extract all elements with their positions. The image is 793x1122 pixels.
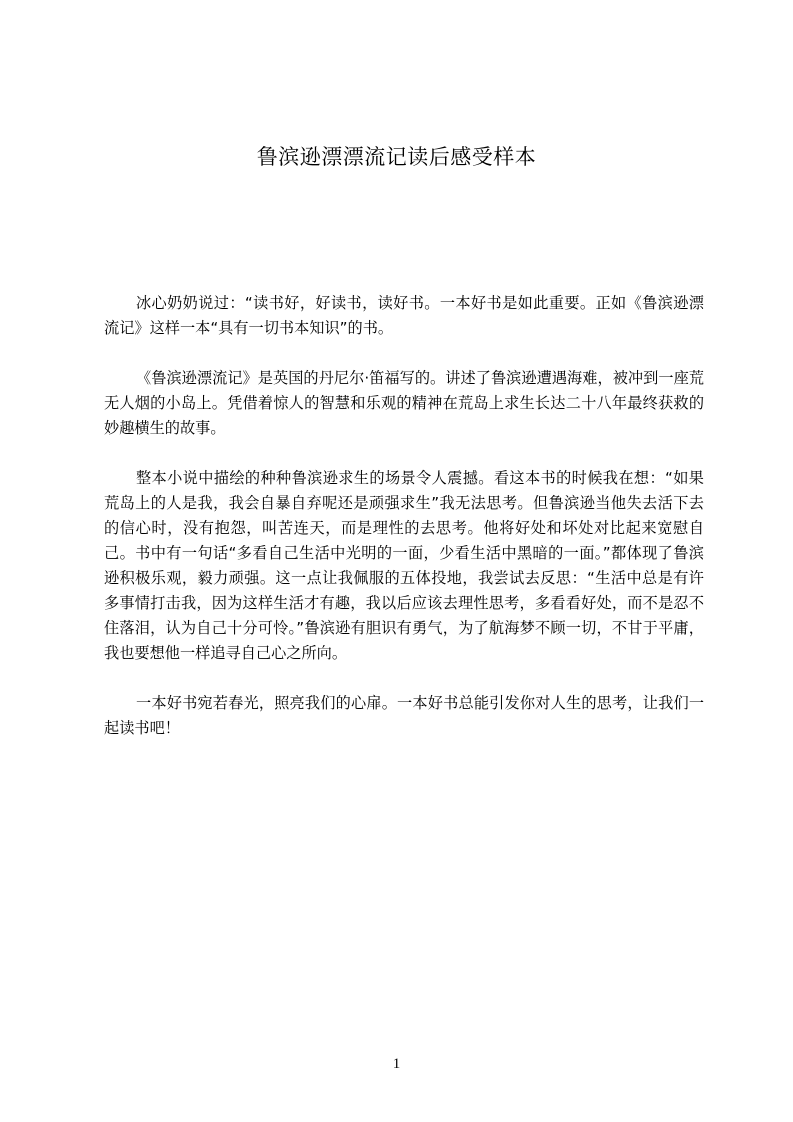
paragraph-conclusion: 一本好书宛若春光，照亮我们的心扉。一本好书总能引发你对人生的思考，让我们一起读书吧！ — [104, 694, 704, 737]
paragraph-intro: 冰心奶奶说过：“读书好，好读书，读好书。一本好书是如此重要。正如《鲁滨逊漂流记》这样一本“具有一切书本知识”的书。 — [104, 294, 704, 337]
document-title: 鲁滨逊漂漂流记读后感受样本 — [256, 145, 537, 169]
page-number: 1 — [392, 1056, 401, 1072]
paragraph-summary: 《鲁滨逊漂流记》是英国的丹尼尔·笛福写的。讲述了鲁滨逊遭遇海难，被冲到一座荒无人烟的小岛上。凭借着惊人的智慧和乐观的精神在荒岛上求生长达二十八年最终获救的妙趣横生的故事。 — [104, 369, 704, 437]
paragraph-reflection: 整本小说中描绘的种种鲁滨逊求生的场景令人震撼。看这本书的时候我在想：“如果荒岛上的人是我，我会自暴自弃呢还是顽强求生”我无法思考。但鲁滨逊当他失去活下去的信心时，没有抱怨，叫苦连天，而是理性的去思考。他将好处和坏处对比起来宽慰自己。书中有一句话“多看自己生活中光明的一面，少看生活中黑暗的一面。”都体现了鲁滨逊积极乐观，毅力顽强。这一点让我佩服的五体投地，我尝试去反思：“生活中总是有许多事情打击我，因为这样生活才有趣，我以后应该去理性思考，多看看好处，而不是忍不住落泪，认为自己十分可怜。”鲁滨逊有胆识有勇气，为了航海梦不顾一切，不甘于平庸，我也要想他一样追寻自己心之所向。 — [104, 469, 704, 662]
document-body — [104, 291, 704, 766]
